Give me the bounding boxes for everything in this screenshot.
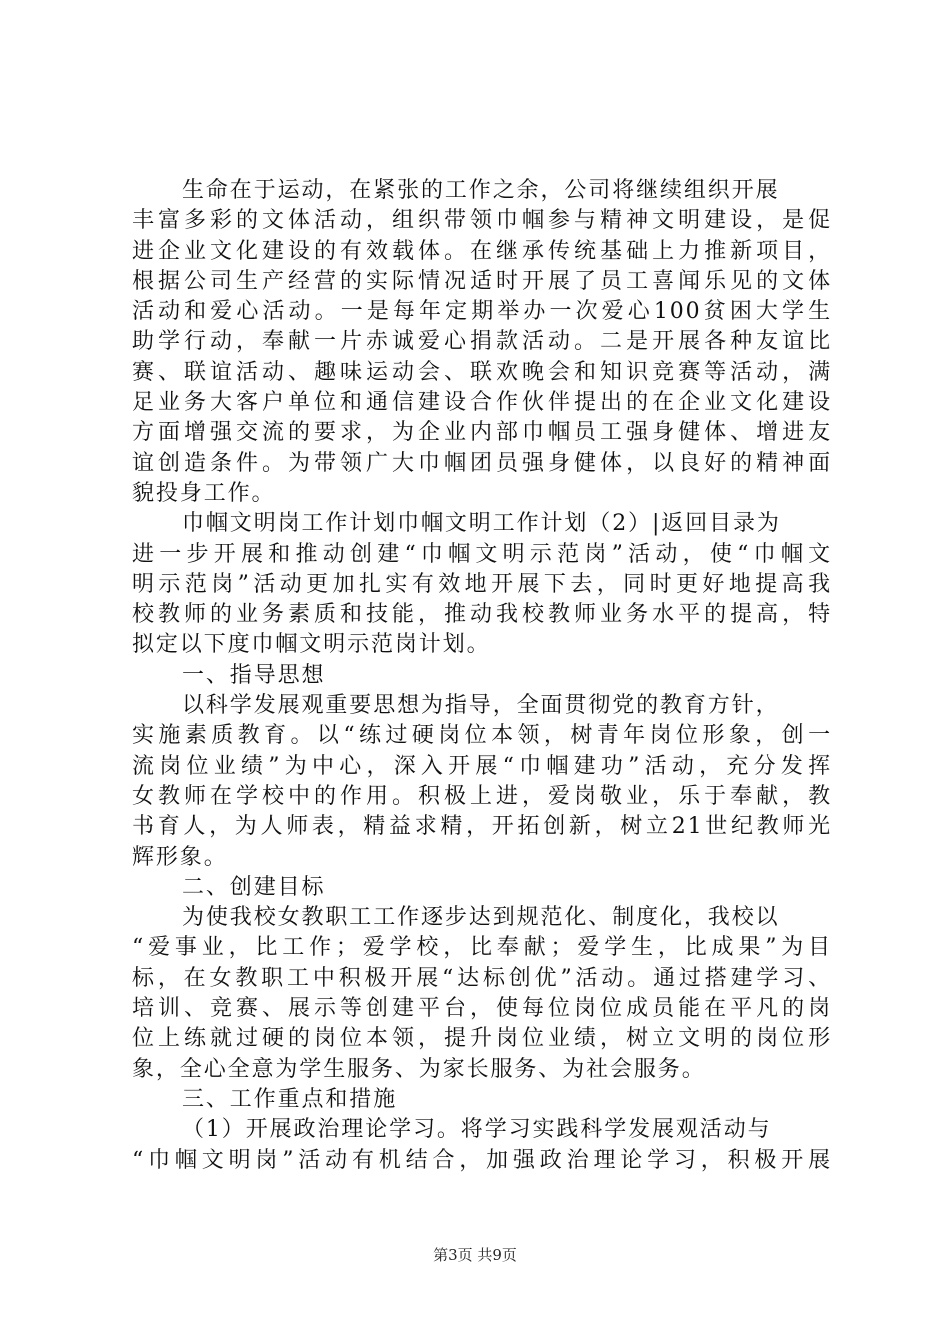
paragraph-line: 方面增强交流的要求，为企业内部巾帼员工强身健体、增进友 — [132, 420, 832, 446]
paragraph-line: 为使我校女教职工工作逐步达到规范化、制度化，我校以 — [182, 905, 780, 931]
paragraph-line: 拟定以下度巾帼文明示范岗计划。 — [132, 632, 491, 658]
paragraph-line: 助学行动，奉献一片赤诚爱心捐款活动。二是开展各种友谊比 — [132, 329, 832, 355]
paragraph-line: 貌投身工作。 — [132, 480, 276, 506]
paragraph-line: 校教师的业务素质和技能，推动我校教师业务水平的提高，特 — [132, 602, 832, 628]
paragraph-line: （1）开展政治理论学习。将学习实践科学发展观活动与 — [182, 1117, 772, 1143]
document-body — [132, 176, 832, 1176]
paragraph-line: 位上练就过硬的岗位本领，提升岗位业绩，树立文明的岗位形 — [132, 1026, 832, 1052]
paragraph-line: 生命在于运动，在紧张的工作之余，公司将继续组织开展 — [182, 178, 780, 203]
paragraph-line: 巾帼文明岗工作计划巾帼文明工作计划（2）|返回目录为 — [182, 511, 781, 537]
paragraph-line: 以科学发展观重要思想为指导，全面贯彻党的教育方针， — [182, 693, 780, 719]
paragraph-line: 足业务大客户单位和通信建设合作伙伴提出的在企业文化建设 — [132, 390, 832, 416]
paragraph-line: 赛、联谊活动、趣味运动会、联欢晚会和知识竞赛等活动，满 — [132, 359, 832, 385]
section-heading: 三、工作重点和措施 — [182, 1086, 398, 1112]
paragraph-line: 书育人，为人师表，精益求精，开拓创新，树立21世纪教师光 — [132, 814, 832, 840]
paragraph-line: 培训、竞赛、展示等创建平台，使每位岗位成员能在平凡的岗 — [132, 996, 832, 1022]
paragraph-line: 女教师在学校中的作用。积极上进，爱岗敬业，乐于奉献，教 — [132, 783, 832, 809]
paragraph-line: 象，全心全意为学生服务、为家长服务、为社会服务。 — [132, 1056, 706, 1082]
section-heading: 二、创建目标 — [182, 874, 326, 900]
paragraph-line: 实施素质教育。以“练过硬岗位本领，树青年岗位形象，创一 — [132, 723, 832, 749]
paragraph-line: 明示范岗”活动更加扎实有效地开展下去，同时更好地提高我 — [132, 571, 832, 597]
paragraph-line: 活动和爱心活动。一是每年定期举办一次爱心100贫困大学生 — [132, 299, 832, 325]
paragraph-line: 辉形象。 — [132, 844, 228, 870]
paragraph-line: 谊创造条件。为带领广大巾帼团员强身健体，以良好的精神面 — [132, 450, 832, 476]
paragraph-line: 进一步开展和推动创建“巾帼文明示范岗”活动，使“巾帼文 — [132, 541, 832, 567]
paragraph-line: 根据公司生产经营的实际情况适时开展了员工喜闻乐见的文体 — [132, 268, 832, 294]
paragraph-line: “爱事业，比工作；爱学校，比奉献；爱学生，比成果”为目 — [132, 935, 832, 961]
section-heading: 一、指导思想 — [182, 662, 326, 688]
page-number-footer: 第3页 共9页 — [433, 1246, 517, 1264]
paragraph-line: 丰富多彩的文体活动，组织带领巾帼参与精神文明建设，是促 — [132, 208, 832, 234]
paragraph-line: 标，在女教职工中积极开展“达标创优”活动。通过搭建学习、 — [132, 965, 832, 991]
paragraph-line: 进企业文化建设的有效载体。在继承传统基础上力推新项目， — [132, 238, 832, 264]
paragraph-line: 流岗位业绩”为中心，深入开展“巾帼建功”活动，充分发挥 — [132, 753, 832, 779]
paragraph-line: “巾帼文明岗”活动有机结合，加强政治理论学习，积极开展 — [132, 1147, 832, 1173]
